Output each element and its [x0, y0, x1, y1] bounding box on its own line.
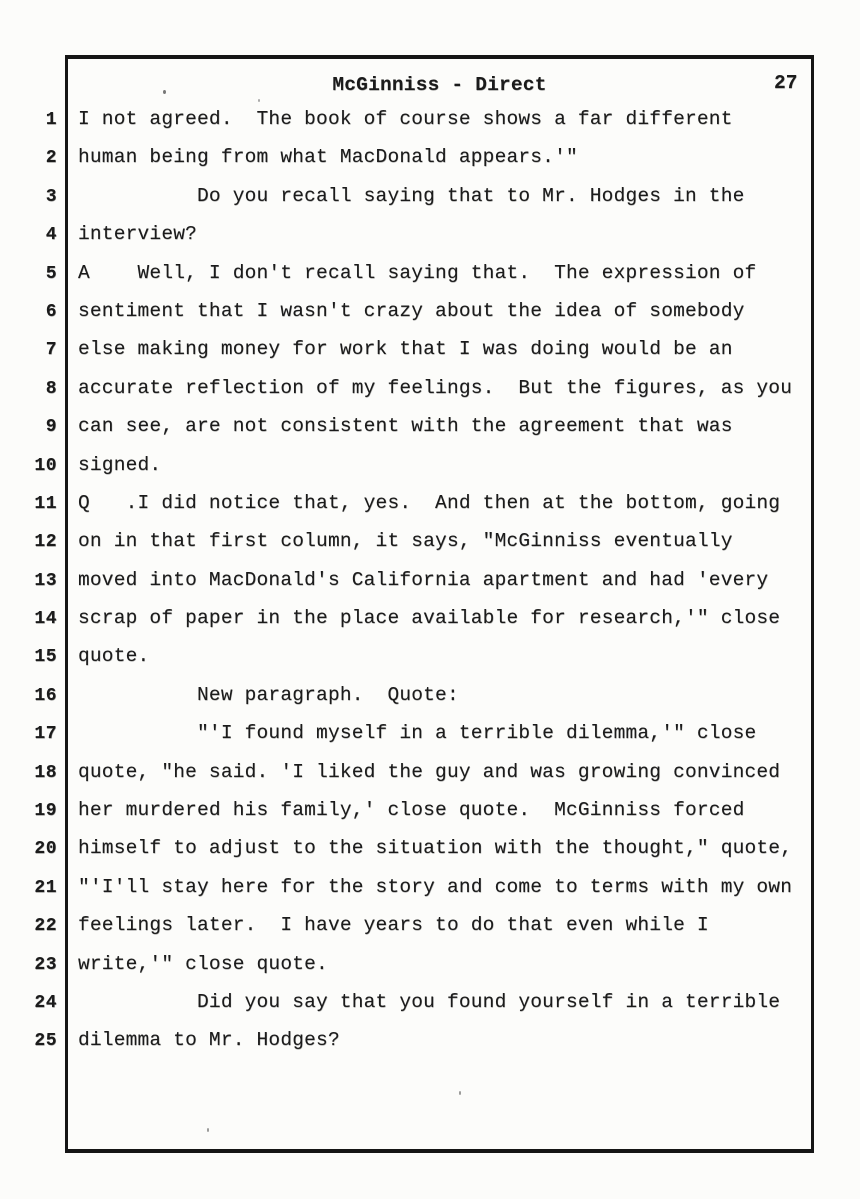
line-number: 8: [45, 378, 57, 399]
line-number: 4: [45, 225, 57, 246]
line-text: A Well, I don't recall saying that. The expression of: [78, 261, 757, 284]
line-text: quote, "he said. 'I liked the guy and was growing convinced: [78, 760, 781, 783]
line-number: 9: [45, 417, 57, 438]
line-text: on in that first column, it says, "McGinniss eventually: [78, 530, 733, 553]
line-number: 17: [34, 724, 57, 745]
transcript-line: [0, 407, 860, 445]
transcript-line: [0, 791, 860, 829]
transcript-line: [0, 522, 860, 560]
line-number: 7: [45, 340, 57, 361]
line-text: "'I found myself in a terrible dilemma,'" close: [78, 722, 757, 745]
transcript-line: [0, 561, 860, 599]
line-text: human being from what MacDonald appears.'": [78, 146, 578, 169]
line-text: write,'" close quote.: [78, 952, 328, 975]
line-number: 20: [34, 839, 57, 860]
line-number: 3: [45, 186, 57, 207]
transcript-line: [0, 945, 860, 983]
line-number: 1: [45, 110, 57, 130]
transcript-line: [0, 753, 860, 791]
line-number: 12: [34, 532, 57, 553]
line-number: 2: [45, 148, 57, 169]
line-number: 25: [34, 1031, 57, 1052]
line-text: Q .I did notice that, yes. And then at the bottom, going: [78, 491, 781, 514]
line-number: 15: [34, 647, 57, 668]
transcript-line: [0, 369, 860, 407]
transcript-line: [0, 292, 860, 330]
transcript-line: [0, 177, 860, 215]
transcript-line: [0, 138, 860, 176]
transcript-line: [0, 983, 860, 1021]
line-text: can see, are not consistent with the agreement that was: [78, 415, 733, 438]
transcript-line: [0, 330, 860, 368]
line-text: New paragraph. Quote:: [78, 683, 459, 706]
line-number: 10: [34, 455, 57, 476]
line-number: 14: [34, 609, 57, 630]
line-text: accurate reflection of my feelings. But the figures, as you: [78, 376, 793, 399]
line-text: Did you say that you found yourself in a terrible: [78, 990, 781, 1013]
line-number: 13: [34, 570, 57, 591]
line-number: 6: [45, 301, 57, 322]
line-text: moved into MacDonald's California apartment and had 'every: [78, 568, 769, 591]
line-number: 11: [34, 493, 57, 514]
line-text: her murdered his family,' close quote. McGinniss forced: [78, 799, 745, 822]
transcript-line: [0, 676, 860, 714]
line-number: 21: [34, 877, 57, 898]
line-text: himself to adjust to the situation with the thought," quote,: [78, 837, 793, 860]
line-text: else making money for work that I was doing would be an: [78, 338, 733, 361]
line-text: interview?: [78, 223, 198, 246]
line-number: 5: [45, 263, 57, 284]
line-number: 22: [34, 916, 57, 937]
transcript-line: [0, 100, 860, 138]
scan-speck: [163, 90, 166, 94]
line-text: quote.: [78, 645, 150, 668]
transcript-line: [0, 599, 860, 637]
transcript-line: [0, 829, 860, 867]
transcript-line: [0, 1021, 860, 1059]
scan-speck: [459, 1091, 461, 1095]
transcript-line: [0, 254, 860, 292]
scan-speck: [258, 99, 260, 102]
transcript-line: [0, 714, 860, 752]
transcript-line: [0, 868, 860, 906]
transcript-line: [0, 906, 860, 944]
line-text: "'I'll stay here for the story and come to terms with my own: [78, 875, 793, 898]
line-text: feelings later. I have years to do that even while I: [78, 914, 709, 937]
line-number: 23: [34, 954, 57, 975]
line-number: 19: [34, 801, 57, 822]
line-number: 24: [34, 992, 57, 1013]
transcript-line: [0, 484, 860, 522]
transcript-lines: [0, 100, 860, 1060]
line-number: 18: [34, 762, 57, 783]
page-title: McGinniss - Direct: [332, 74, 547, 96]
line-text: I not agreed. The book of course shows a far different: [78, 108, 733, 130]
line-text: sentiment that I wasn't crazy about the idea of somebody: [78, 299, 745, 322]
page-number: 27: [774, 72, 798, 94]
transcript-line: [0, 637, 860, 675]
line-text: signed.: [78, 453, 162, 476]
line-number: 16: [34, 685, 57, 706]
line-text: scrap of paper in the place available for research,'" close: [78, 607, 781, 630]
line-text: Do you recall saying that to Mr. Hodges in the: [78, 184, 745, 207]
line-text: dilemma to Mr. Hodges?: [78, 1029, 340, 1052]
transcript-line: [0, 446, 860, 484]
scan-speck: [207, 1128, 209, 1132]
transcript-line: [0, 215, 860, 253]
